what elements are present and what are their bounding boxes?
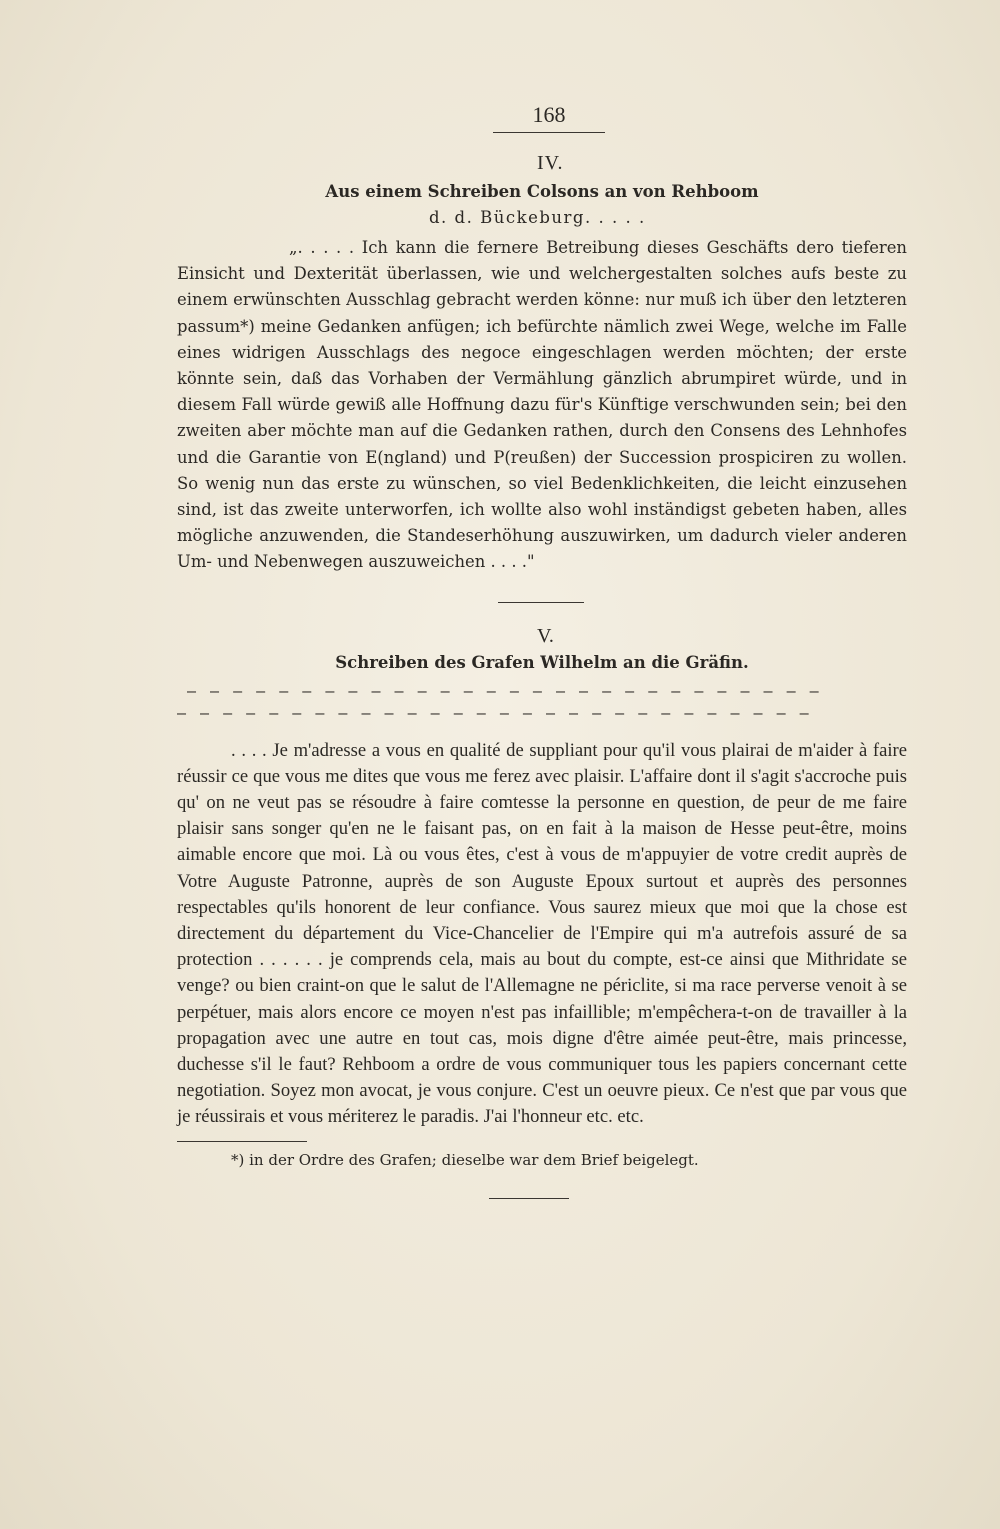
end-rule	[489, 1198, 569, 1199]
footnote-rule	[177, 1141, 307, 1142]
page-number-rule	[493, 132, 605, 133]
section-iv-place: d. d. Bückeburg. . . . .	[429, 208, 646, 227]
section-iv-numeral: IV.	[537, 152, 564, 174]
section-iv	[177, 152, 907, 576]
section-v-body: . . . . Je m'adresse a vous en qualité de suppliant pour qu'il vous plairai de m'aider à faire réussir ce que vous me dites que vous me ferez avec plaisir. L'affaire dont il s'agit s'accroche puis qu' on ne veut pas se résoudre à faire comtesse la personne en question, de peur de me faire plaisir sans songer qu'en ne le faisant pas, on en fait à la maison de Hesse peut-être, moins aimable encore que moi. Là ou vous êtes, c'est à vous de m'appuyier de votre credit auprès de Votre Auguste Patronne, auprès de son Auguste Epoux surtout et auprès des personnes respectables qu'ils honorent de leur confiance. Vous saurez mieux que moi que la chose est directement du département du Vice-Chancelier de l'Empire qui m'a autrefois assuré de sa protection . . . . . . je comprends cela, mais au bout du compte, est-ce ainsi que Mithridate se venge? ou bien craint-on que le salut de l'Allemagne ne périclite, si ma race perverse venoit à se perpétuer, mais alors encore ce moyen n'est pas infaillible; m'empêchera-t-on de travailler à la propagation avec une autre en tout cas, mois digne d'être aimée peut-être, mais princesse, duchesse s'il le faut? Rehboom a ordre de vous communiquer tous les papiers concernant cette negotiation. Soyez mon avocat, je vous conjure. C'est un oeuvre pieux. Ce n'est que par vous que je réussirais et vous mériterez le paradis. J'ai l'honneur etc. etc.	[177, 739, 907, 1128]
section-divider	[498, 602, 584, 603]
page-content	[177, 152, 907, 1199]
footnote: *) in der Ordre des Grafen; dieselbe war dem Brief beigelegt.	[231, 1150, 699, 1169]
section-v-numeral: V.	[537, 624, 554, 647]
page-number: 168	[532, 102, 566, 127]
omission-dashes-line-2: — — — — — — — — — — — — — — — — — — — — — — — — — — — —	[177, 703, 812, 722]
section-v-title: Schreiben des Grafen Wilhelm an die Gräfin.	[335, 652, 749, 672]
section-iv-title: Aus einem Schreiben Colsons an von Rehboom	[325, 182, 759, 201]
omission-dashes-line-1: — — — — — — — — — — — — — — — — — — — — — — — — — — — —	[187, 681, 822, 700]
section-v	[177, 625, 907, 1131]
section-iv-body: „. . . . . Ich kann die fernere Betreibung dieses Geschäfts dero tieferen Einsicht und Dexterität überlassen, wie und welchergestalten solches aufs beste zu einem erwünschten Ausschlag gebracht werden könne: nur muß ich über den letzteren passum*) meine Gedanken anfügen; ich befürchte nämlich zwei Wege, welche im Falle eines widrigen Ausschlags des negoce eingeschlagen werden möchten; der erste könnte sein, daß das Vorhaben der Vermählung gänzlich abrumpiret würde, und in diesem Fall würde gewiß alle Hoffnung dazu für's Künftige verschwunden sein; bei den zweiten aber möchte man auf die Gedanken rathen, durch den Consens des Lehnhofes und die Garantie von E(ngland) und P(reußen) der Succession prospiciren zu wollen. So wenig nun das erste zu wünschen, so viel Bedenklichkeiten, die leicht einzusehen sind, ist das zweite unterworfen, ich wollte also wohl inständigst gebeten haben, alles mögliche anzuwenden, die Standeserhöhung auszuwirken, um dadurch vieler anderen Um- und Nebenwegen auszuweichen . . . ."	[177, 238, 907, 572]
